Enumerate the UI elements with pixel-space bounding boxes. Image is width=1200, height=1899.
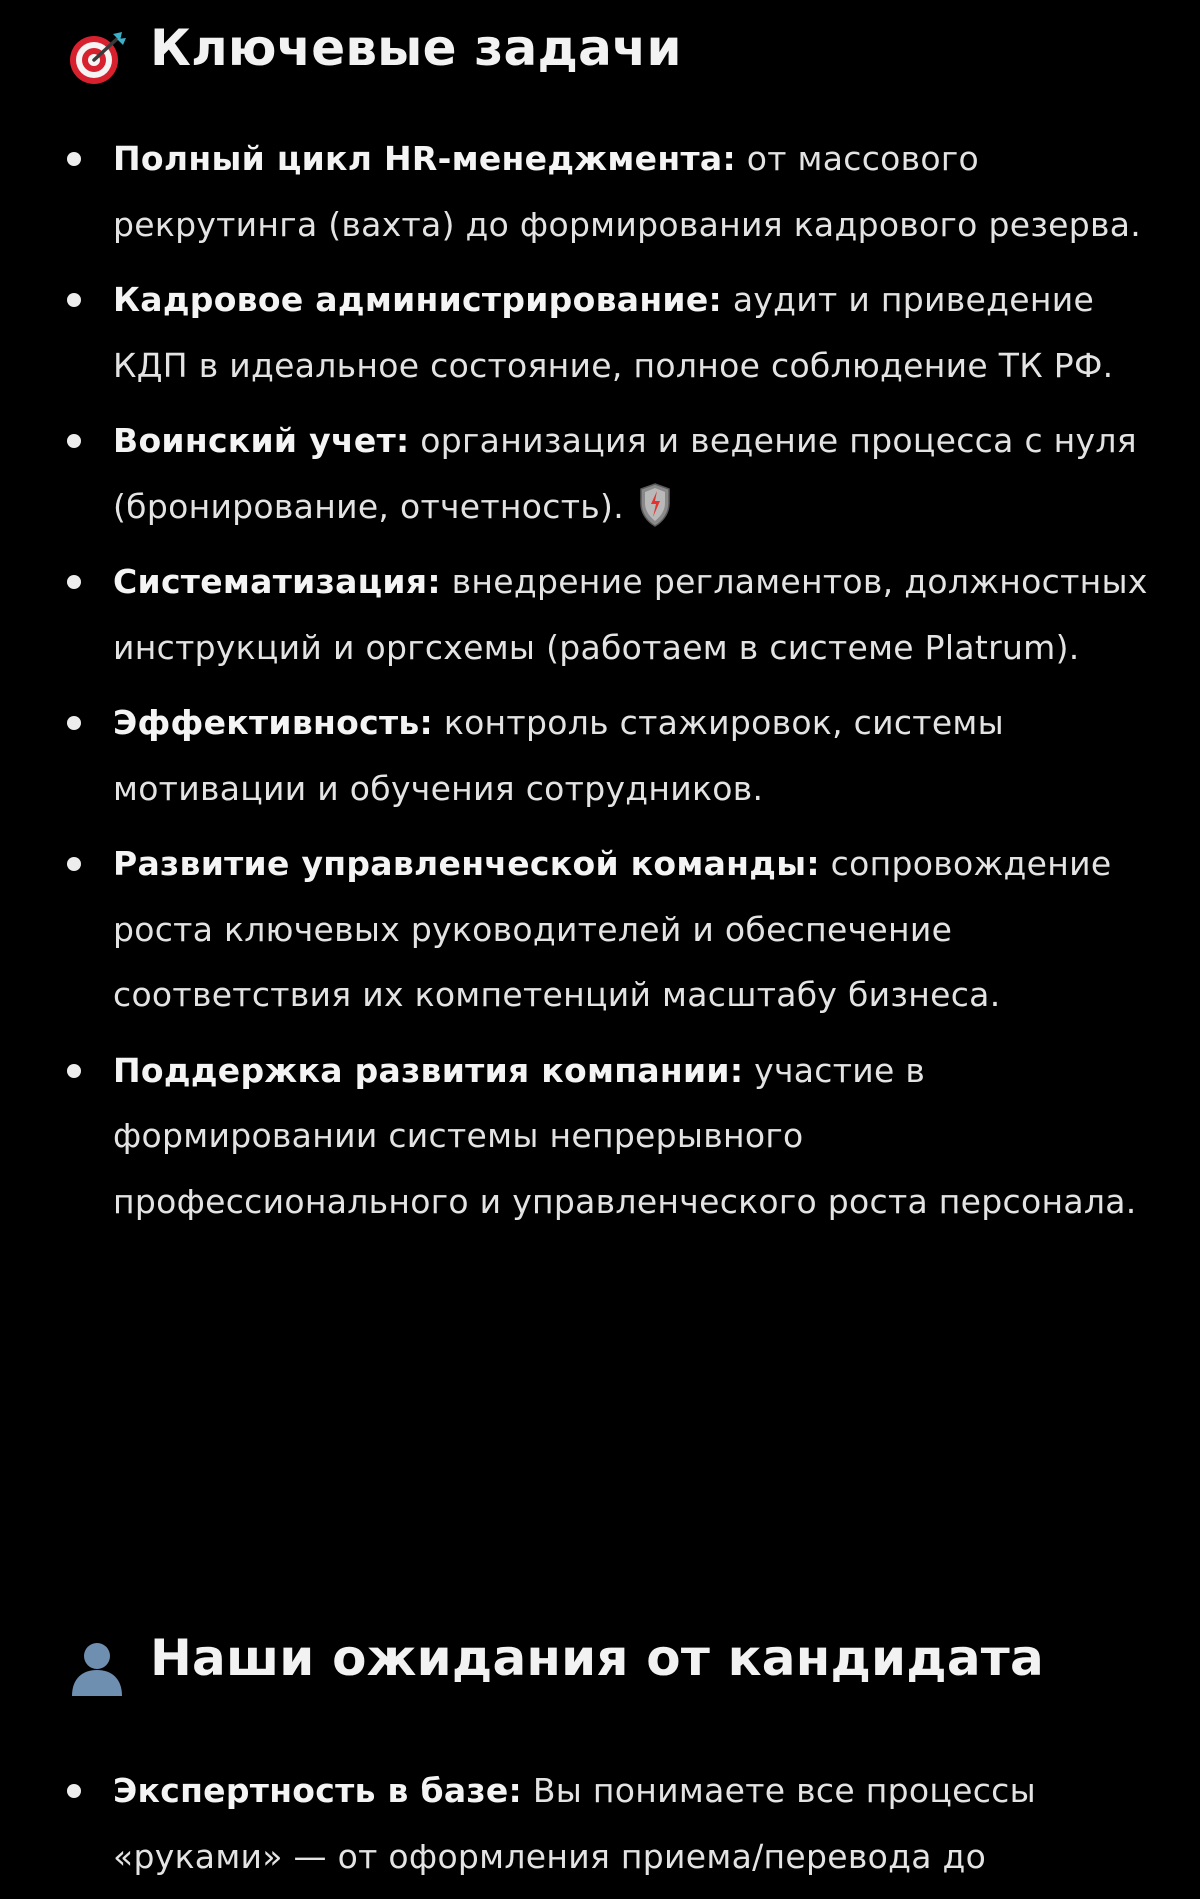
item-text: от массового рекрутинга (вахта) до формирования кадрового резерва. (113, 139, 1142, 244)
expectations-heading (0, 1610, 1200, 1706)
item-text: участие в формировании системы непрерывного профессионального и управленческого роста персонала. (113, 1050, 1137, 1221)
item-title: Полный цикл HR-менеджмента: (113, 139, 736, 178)
list-item (0, 831, 1200, 1028)
item-text: сопровождение роста ключевых руководителей и обеспечение соответствия их компетенций масштабу бизнеса. (113, 844, 1112, 1014)
expectations-section (0, 1610, 1200, 1899)
list-item (0, 267, 1200, 398)
list-item (0, 1038, 1200, 1235)
expectations-list (0, 1758, 1200, 1889)
item-text: внедрение регламентов, должностных инструкций и оргсхемы (работаем в системе Platrum). (113, 562, 1148, 667)
person-silhouette-icon (66, 1636, 128, 1698)
item-title: Систематизация: (113, 562, 441, 601)
bullet-icon (67, 152, 81, 166)
item-title: Кадровое администрирование: (113, 280, 723, 319)
bullet-icon (67, 575, 81, 589)
bullet-icon (67, 434, 81, 448)
list-item (0, 1758, 1200, 1889)
list-item (0, 126, 1200, 257)
key-tasks-title: Ключевые задачи (150, 19, 682, 77)
list-item (0, 549, 1200, 680)
key-tasks-heading (0, 0, 1200, 96)
target-icon (66, 26, 128, 88)
item-title: Экспертность в базе: (113, 1771, 523, 1810)
bullet-icon (67, 1784, 81, 1798)
bullet-icon (67, 1064, 81, 1078)
item-title: Поддержка развития компании: (113, 1050, 744, 1090)
expectations-title: Наши ожидания от кандидата (150, 1629, 1044, 1687)
bullet-icon (67, 716, 81, 730)
shield-icon (638, 482, 672, 528)
bullet-icon (67, 293, 81, 307)
bullet-icon (67, 857, 81, 871)
item-text: Вы понимаете все процессы «руками» — от оформления приема/перевода до (113, 1771, 1036, 1876)
item-title: Воинский учет: (113, 421, 410, 460)
list-item (0, 408, 1200, 539)
item-text: аудит и приведение КДП в идеальное состояние, полное соблюдение ТК РФ. (113, 280, 1114, 385)
list-item (0, 690, 1200, 821)
item-text: контроль стажировок, системы мотивации и обучения сотрудников. (113, 703, 1004, 808)
item-title: Эффективность: (113, 703, 434, 742)
item-title: Развитие управленческой команды: (113, 844, 820, 883)
key-tasks-list (0, 126, 1200, 1234)
item-text: организация и ведение процесса с нуля (бронирование, отчетность). (113, 421, 1137, 526)
